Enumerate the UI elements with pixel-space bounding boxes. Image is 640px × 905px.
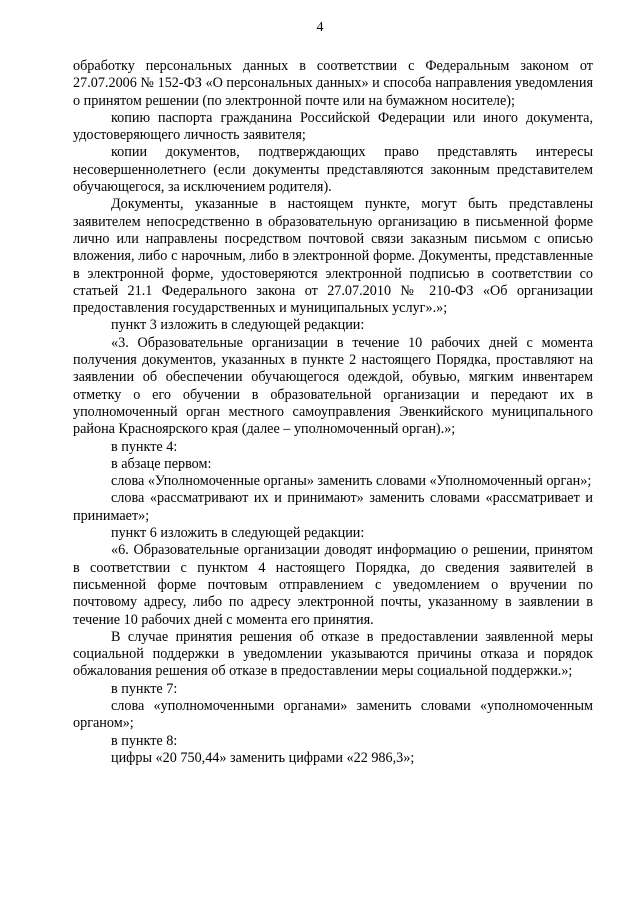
paragraph-replace-organs: слова «Уполномоченные органы» заменить словами «Уполномоченный орган»; <box>111 473 592 490</box>
paragraph-item-7-heading: в пункте 7: <box>111 680 178 697</box>
paragraph-item-8-text: цифры «20 750,44» заменить цифрами «22 986,3»; <box>111 749 415 766</box>
paragraph-item-3-text: «3. Образовательные организации в течение 10 рабочих дней с момента получения документов, указанных в пункте 2 настоящего Порядка, проставляют на заявлении об обеспечении обучающегося одеждой, обувью, мягким инвентарем отметку о его обучении в образовательной организации и передают их в уполномоченный орган местного самоуправления Эвенкийского муниципального района Красноярского края (далее – уполномоченный орган).»; <box>73 334 593 438</box>
paragraph-passport-copy: копию паспорта гражданина Российской Федерации или иного документа, удостоверяющего личность заявителя; <box>73 109 593 144</box>
paragraph-first-subparagraph: в абзаце первом: <box>111 455 212 472</box>
page-number: 4 <box>316 20 324 35</box>
paragraph-submission-methods: Документы, указанные в настоящем пункте, могут быть представлены заявителем непосредственно в образовательную организацию в письменной форме лично или направлены посредством почтовой связи заказным письмом с описью вложения, либо с нарочным, либо в электронной форме. Документы, представленные в электронной форме, удостоверяются электронной подписью в соответствии со статьей 21.1 Федерального закона от 27.07.2010 № 210-ФЗ «Об организации предоставления государственных и муниципальных услуг».»; <box>73 196 593 317</box>
paragraph-item-8-heading: в пункте 8: <box>111 732 178 749</box>
paragraph-refusal-case: В случае принятия решения об отказе в предоставлении заявленной меры социальной поддержки в уведомлении указываются причины отказа и порядок обжалования решения об отказе в предоставлении меры социальной поддержки.»; <box>73 628 593 680</box>
paragraph-item-7-text: слова «уполномоченными органами» заменить словами «уполномоченным органом»; <box>73 697 593 732</box>
paragraph-continuation: обработку персональных данных в соответствии с Федеральным законом от 27.07.2006 № 152-ФЗ «О персональных данных» и способа направления уведомления о принятом решении (по электронной почте или на бумажном носителе); <box>73 58 593 109</box>
paragraph-replace-verbs: слова «рассматривают их и принимают» заменить словами «рассматривает и принимает»; <box>73 490 593 524</box>
document-body <box>73 58 593 767</box>
paragraph-representative-docs: копии документов, подтверждающих право представлять интересы несовершеннолетнего (если документы представляются законным представителем обучающегося, за исключением родителя). <box>73 144 593 196</box>
paragraph-item-6-heading: пункт 6 изложить в следующей редакции: <box>111 525 365 542</box>
paragraph-item-3-heading: пункт 3 изложить в следующей редакции: <box>111 317 365 334</box>
paragraph-item-6-text: «6. Образовательные организации доводят информацию о решении, принятом в соответствии с пунктом 4 настоящего Порядка, до сведения заявителей в письменной форме почтовым отправлением с уведомлением о вручении по почтовому адресу, либо по адресу электронной почты, указанному в заявлении в течение 10 рабочих дней с момента его принятия. <box>73 542 593 628</box>
paragraph-item-4-heading: в пункте 4: <box>111 438 178 455</box>
